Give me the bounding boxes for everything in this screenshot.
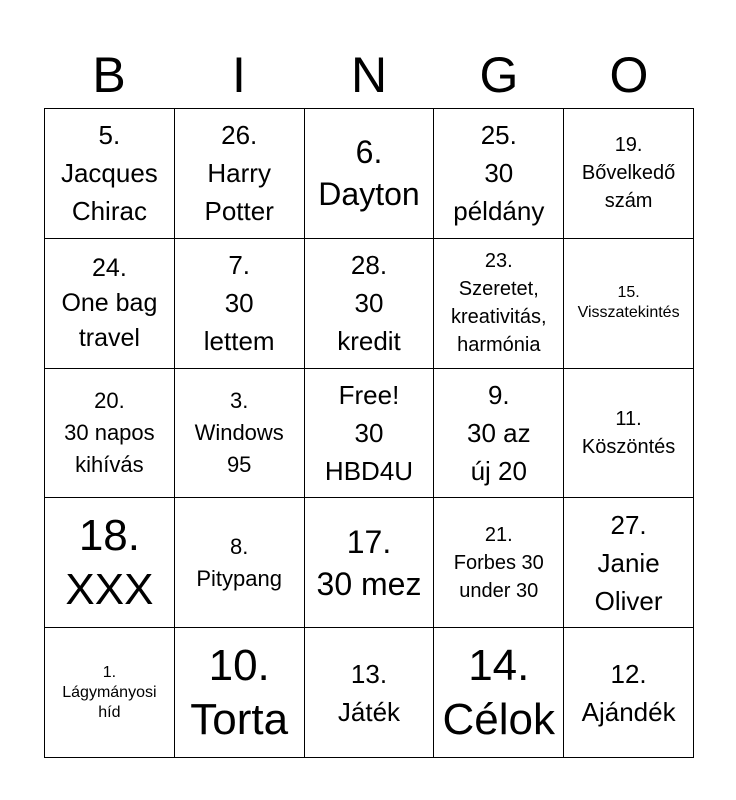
bingo-cell: [434, 239, 564, 369]
cell-text: 21. Forbes 30 under 30: [453, 523, 544, 602]
cell-text: 1. Lágymányosi híd: [62, 663, 157, 721]
bingo-cell: [564, 109, 694, 239]
bingo-cell: [434, 109, 564, 239]
cell-text: 3. Windows 95: [194, 387, 284, 477]
header-letter-b: B: [92, 47, 126, 103]
cell-text: 8. Pitypang: [196, 533, 282, 591]
cell-text: 14. Célok: [442, 640, 556, 744]
cell-text: 26. Harry Potter: [204, 120, 274, 227]
bingo-cell: [564, 498, 694, 628]
header-letter-n: N: [350, 47, 388, 103]
bingo-cell: [305, 628, 435, 758]
header-letter-i: I: [232, 47, 246, 103]
cell-text: 20. 30 napos kihívás: [64, 387, 155, 477]
bingo-cell: [434, 369, 564, 499]
cell-text: 9. 30 az új 20: [466, 379, 531, 486]
cell-text: 11. Köszöntés: [581, 407, 676, 458]
bingo-cell: [175, 628, 305, 758]
bingo-cell: [305, 109, 435, 239]
bingo-cell: [45, 498, 175, 628]
cell-text: 19. Bővelkedő szám: [581, 134, 676, 213]
cell-text: 12. Ajándék: [581, 658, 676, 727]
bingo-cell: [45, 239, 175, 369]
bingo-cell: [45, 109, 175, 239]
cell-text: 5. Jacques Chirac: [60, 120, 158, 227]
bingo-cell: [564, 628, 694, 758]
cell-text: 10. Torta: [190, 640, 289, 744]
bingo-cell: [434, 628, 564, 758]
header-letter-g: G: [479, 47, 519, 103]
bingo-cell: [564, 369, 694, 499]
bingo-cell: [434, 498, 564, 628]
bingo-cell: [175, 498, 305, 628]
bingo-cell: [175, 239, 305, 369]
cell-text: 7. 30 lettem: [203, 250, 275, 357]
cell-text: 28. 30 kredit: [337, 250, 401, 357]
cell-text: 17. 30 mez: [316, 523, 422, 602]
bingo-header: [44, 42, 694, 108]
bingo-cell: [305, 369, 435, 499]
bingo-cell: [45, 369, 175, 499]
bingo-cell: [175, 109, 305, 239]
cell-text: 15. Visszatekintés: [577, 284, 680, 322]
cell-text: 24. One bag travel: [61, 253, 158, 352]
cell-text: 6. Dayton: [318, 134, 420, 213]
bingo-grid: [44, 108, 694, 758]
bingo-cell: [175, 369, 305, 499]
cell-text: 23. Szeretet, kreativitás, harmónia: [450, 250, 547, 357]
bingo-cell: [305, 498, 435, 628]
bingo-cell: [305, 239, 435, 369]
cell-text: 25. 30 példány: [453, 120, 545, 227]
header-letter-o: O: [609, 47, 649, 103]
bingo-cell: [45, 628, 175, 758]
cell-text: 27. Janie Oliver: [594, 509, 663, 616]
cell-text: 18. XXX: [65, 510, 154, 614]
cell-text: Free! 30 HBD4U: [324, 379, 414, 486]
cell-text: 13. Játék: [337, 658, 401, 727]
bingo-cell: [564, 239, 694, 369]
